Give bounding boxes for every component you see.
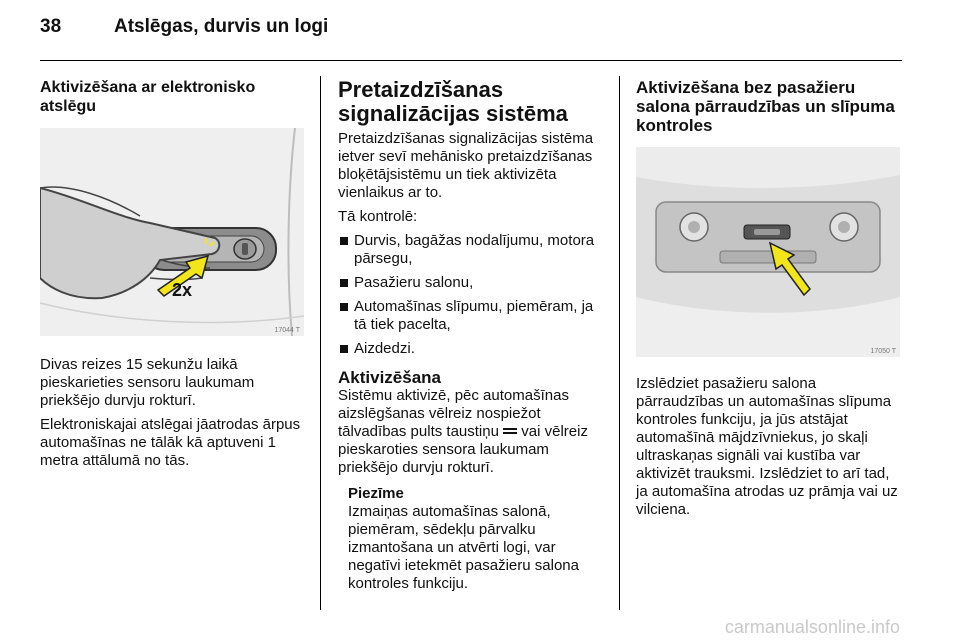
column-2 bbox=[338, 78, 608, 593]
monitored-items-list bbox=[338, 232, 608, 358]
list-item: Pasažieru salonu, bbox=[338, 274, 608, 292]
paragraph-activation: Sistēmu aktivizē, pēc automašīnas aizslēgšanas vēlreiz nospiežot tālvadības pults taustiņu vai vēlreiz pieskaroties sensora laukumam priekšējo durvju rokturī. bbox=[338, 387, 588, 476]
figure-door-handle bbox=[40, 128, 304, 336]
note-title: Piezīme bbox=[348, 485, 404, 502]
remote-key-icon bbox=[503, 427, 517, 437]
paragraph-disable-monitoring: Izslēdziet pasažieru salona pārraudzības un automašīnas slīpuma kontroles funkciju, ja jūs atstājat automašīnā mājdzīvniekus, jo skaļi ultraskaņas signāli vai kustība var aktivizēt trauksmi. Izslēdziet to arī tad, ja automašīna atrodas uz prāmja vai uz vilciena. bbox=[636, 375, 898, 518]
column-1 bbox=[40, 78, 306, 470]
figure-code: 17044 T bbox=[274, 327, 300, 334]
sub-heading-activation: Aktivizēšana bbox=[338, 368, 441, 387]
chapter-title: Atslēgas, durvis un logi bbox=[114, 16, 329, 37]
column-divider-right bbox=[619, 76, 620, 610]
header-divider bbox=[40, 60, 902, 61]
section-heading-anti-theft: Pretaizdzīšanas signalizācijas sistēma bbox=[338, 77, 568, 126]
list-item: Aizdedzi. bbox=[338, 340, 608, 358]
door-handle-illustration bbox=[40, 128, 304, 336]
column-3 bbox=[636, 78, 902, 519]
list-item: Automašīnas slīpumu, piemēram, ja tā tiek pacelta, bbox=[338, 298, 608, 334]
paragraph-system-intro: Pretaizdzīšanas signalizācijas sistēma ietver sevī mehānisko pretaizdzīšanas bloķētājsistēmu un tiek aktivizēta vienlaikus ar to. bbox=[338, 130, 594, 201]
note-text: Izmaiņas automašīnas salonā, piemēram, sēdekļu pārvalku izmantošana un atvērti logi, var negatīvi ietekmēt pasažieru salona kontroles funkciju. bbox=[348, 503, 579, 592]
paragraph-key-distance: Elektroniskajai atslēgai jāatrodas ārpus automašīnas ne tālāk kā aptuveni 1 metra attālumā no tās. bbox=[40, 416, 301, 469]
figure-overhead-console bbox=[636, 147, 900, 357]
section-heading-without-monitoring: Aktivizēšana bez pasažieru salona pārraudzības un slīpuma kontroles bbox=[636, 78, 895, 135]
page-header bbox=[40, 16, 902, 50]
note-box bbox=[348, 485, 608, 593]
page-number: 38 bbox=[40, 16, 62, 37]
paragraph-monitors: Tā kontrolē: bbox=[338, 208, 418, 225]
overhead-console-illustration bbox=[636, 147, 900, 357]
section-heading-electronic-key: Aktivizēšana ar elektronisko atslēgu bbox=[40, 79, 256, 115]
watermark: carmanualsonline.info bbox=[724, 617, 900, 637]
paragraph-touch-sensor: Divas reizes 15 sekunžu laikā pieskarieties sensoru laukumam priekšējo durvju rokturī. bbox=[40, 356, 255, 409]
figure-code: 17050 T bbox=[870, 348, 896, 355]
figure-label-2x: 2x bbox=[172, 280, 193, 300]
list-item: Durvis, bagāžas nodalījumu, motora pārsegu, bbox=[338, 232, 608, 268]
column-divider-left bbox=[320, 76, 321, 610]
